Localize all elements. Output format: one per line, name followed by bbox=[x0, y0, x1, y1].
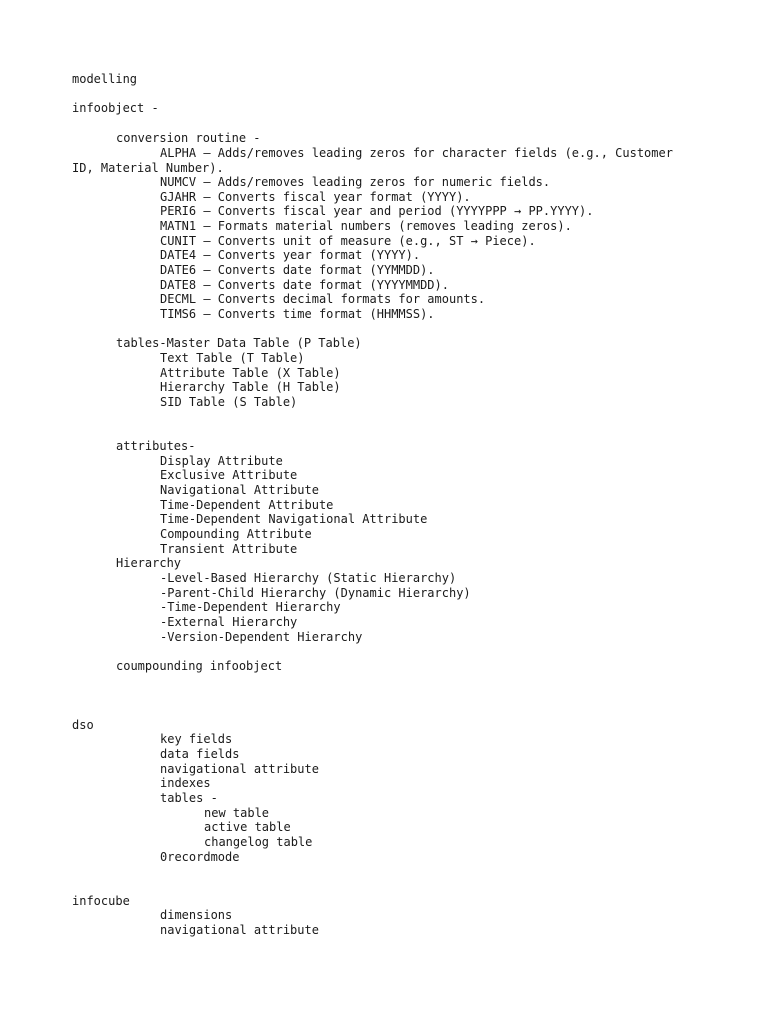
dso-table-item: new table bbox=[204, 806, 270, 820]
dso-item: navigational attribute bbox=[160, 762, 319, 776]
attributes-title: attributes- bbox=[116, 439, 196, 453]
hierarchy-item: -Parent-Child Hierarchy (Dynamic Hierarchy) bbox=[160, 586, 471, 600]
tables-title: tables-Master Data Table (P Table) bbox=[116, 336, 362, 350]
conversion-item: MATN1 – Formats material numbers (removes leading zeros). bbox=[160, 219, 572, 233]
dso-table-item: changelog table bbox=[204, 835, 313, 849]
conversion-item: DATE6 – Converts date format (YYMMDD). bbox=[160, 263, 435, 277]
dso-item: key fields bbox=[160, 732, 233, 746]
conversion-item: DATE4 – Converts year format (YYYY). bbox=[160, 248, 421, 262]
infocube-item: dimensions bbox=[160, 908, 233, 922]
conversion-item: TIMS6 – Converts time format (HHMMSS). bbox=[160, 307, 435, 321]
dso-item: indexes bbox=[160, 776, 211, 790]
dso-title: dso bbox=[72, 718, 94, 732]
dso-item: data fields bbox=[160, 747, 240, 761]
dso-recordmode: 0recordmode bbox=[160, 850, 240, 864]
attribute-item: Navigational Attribute bbox=[160, 483, 319, 497]
attribute-item: Transient Attribute bbox=[160, 542, 298, 556]
conversion-item: DECML – Converts decimal formats for amounts. bbox=[160, 292, 486, 306]
attribute-item: Compounding Attribute bbox=[160, 527, 312, 541]
hierarchy-item: -Version-Dependent Hierarchy bbox=[160, 630, 363, 644]
hierarchy-item: -Time-Dependent Hierarchy bbox=[160, 600, 341, 614]
conversion-item: NUMCV – Adds/removes leading zeros for numeric fields. bbox=[160, 175, 551, 189]
conversion-routine-title: conversion routine - bbox=[116, 131, 261, 145]
conversion-item: GJAHR – Converts fiscal year format (YYYY). bbox=[160, 190, 471, 204]
infocube-item: navigational attribute bbox=[160, 923, 319, 937]
conversion-item: ALPHA – Adds/removes leading zeros for character fields (e.g., Customer ID, Material Number). bbox=[72, 146, 673, 175]
table-item: Attribute Table (X Table) bbox=[160, 366, 341, 380]
attribute-item: Time-Dependent Attribute bbox=[160, 498, 334, 512]
infoobject-title: infoobject - bbox=[72, 101, 159, 115]
conversion-item: PERI6 – Converts fiscal year and period (YYYYPPP → PP.YYYY). bbox=[160, 204, 594, 218]
compounding-infoobject: coumpounding infoobject bbox=[116, 659, 283, 673]
dso-table-item: active table bbox=[204, 820, 291, 834]
dso-item: tables - bbox=[160, 791, 218, 805]
conversion-item: DATE8 – Converts date format (YYYYMMDD). bbox=[160, 278, 449, 292]
attribute-item: Time-Dependent Navigational Attribute bbox=[160, 512, 428, 526]
heading-modelling: modelling bbox=[72, 72, 138, 86]
infocube-title: infocube bbox=[72, 894, 130, 908]
table-item: Hierarchy Table (H Table) bbox=[160, 380, 341, 394]
hierarchy-title: Hierarchy bbox=[116, 556, 182, 570]
table-item: Text Table (T Table) bbox=[160, 351, 305, 365]
attribute-item: Display Attribute bbox=[160, 454, 283, 468]
hierarchy-item: -Level-Based Hierarchy (Static Hierarchy) bbox=[160, 571, 457, 585]
attribute-item: Exclusive Attribute bbox=[160, 468, 298, 482]
conversion-item: CUNIT – Converts unit of measure (e.g., ST → Piece). bbox=[160, 234, 536, 248]
table-item: SID Table (S Table) bbox=[160, 395, 298, 409]
hierarchy-item: -External Hierarchy bbox=[160, 615, 298, 629]
